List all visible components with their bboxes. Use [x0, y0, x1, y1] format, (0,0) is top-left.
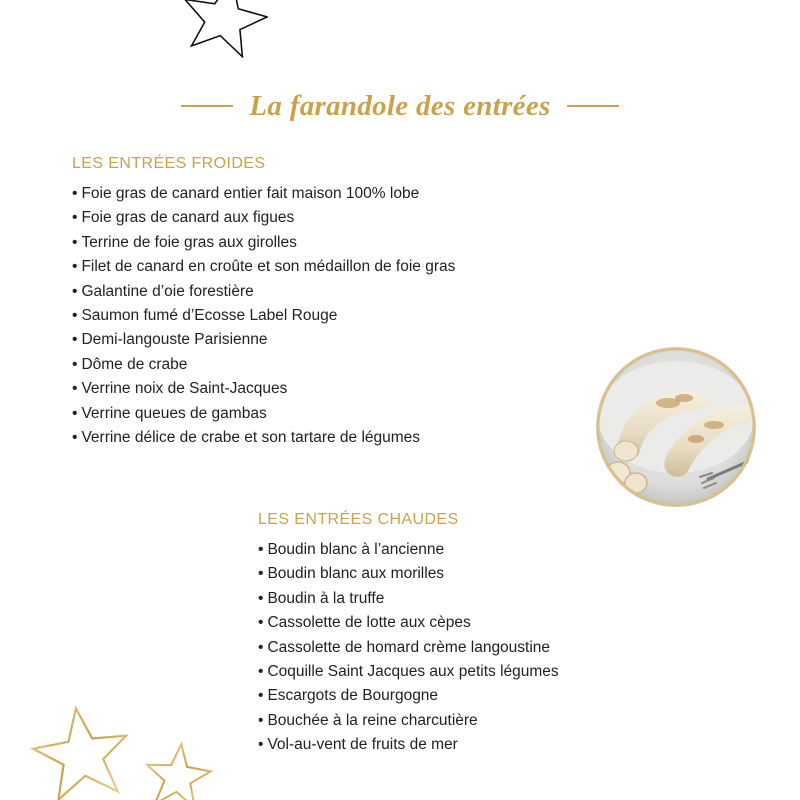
list-item: • Vol-au-vent de fruits de mer [258, 733, 559, 757]
list-item: • Saumon fumé d’Ecosse Label Rouge [72, 304, 455, 328]
gold-star-large-icon [20, 700, 140, 800]
list-item: • Boudin blanc aux morilles [258, 562, 559, 586]
list-entrees-froides [72, 182, 455, 450]
list-item: • Verrine noix de Saint-Jacques [72, 377, 455, 401]
list-item: • Coquille Saint Jacques aux petits légumes [258, 660, 559, 684]
list-item: • Foie gras de canard entier fait maison 100% lobe [72, 182, 455, 206]
star-outline-icon [178, 0, 268, 58]
list-item: • Dôme de crabe [72, 353, 455, 377]
section-title-entrees-froides: LES ENTRÉES FROIDES [72, 155, 266, 172]
list-item: • Cassolette de lotte aux cèpes [258, 611, 559, 635]
list-item: • Foie gras de canard aux figues [72, 206, 455, 230]
list-item: • Verrine délice de crabe et son tartare de légumes [72, 426, 455, 450]
list-item: • Escargots de Bourgogne [258, 684, 559, 708]
list-item: • Cassolette de homard crème langoustine [258, 636, 559, 660]
boudin-blanc-photo [596, 347, 756, 507]
list-item: • Boudin blanc à l’ancienne [258, 538, 559, 562]
title-divider-left [181, 105, 233, 107]
list-item: • Boudin à la truffe [258, 587, 559, 611]
list-item: • Demi-langouste Parisienne [72, 328, 455, 352]
list-entrees-chaudes [258, 538, 559, 758]
list-item: • Filet de canard en croûte et son médaillon de foie gras [72, 255, 455, 279]
list-item: • Galantine d’oie forestière [72, 280, 455, 304]
list-item: • Verrine queues de gambas [72, 402, 455, 426]
title-divider-right [567, 105, 619, 107]
page-header [0, 84, 800, 128]
list-item: • Bouchée à la reine charcutière [258, 709, 559, 733]
page-title: La farandole des entrées [249, 89, 551, 122]
section-title-entrees-chaudes: LES ENTRÉES CHAUDES [258, 511, 459, 528]
gold-star-small-icon [140, 738, 220, 800]
list-item: • Terrine de foie gras aux girolles [72, 231, 455, 255]
